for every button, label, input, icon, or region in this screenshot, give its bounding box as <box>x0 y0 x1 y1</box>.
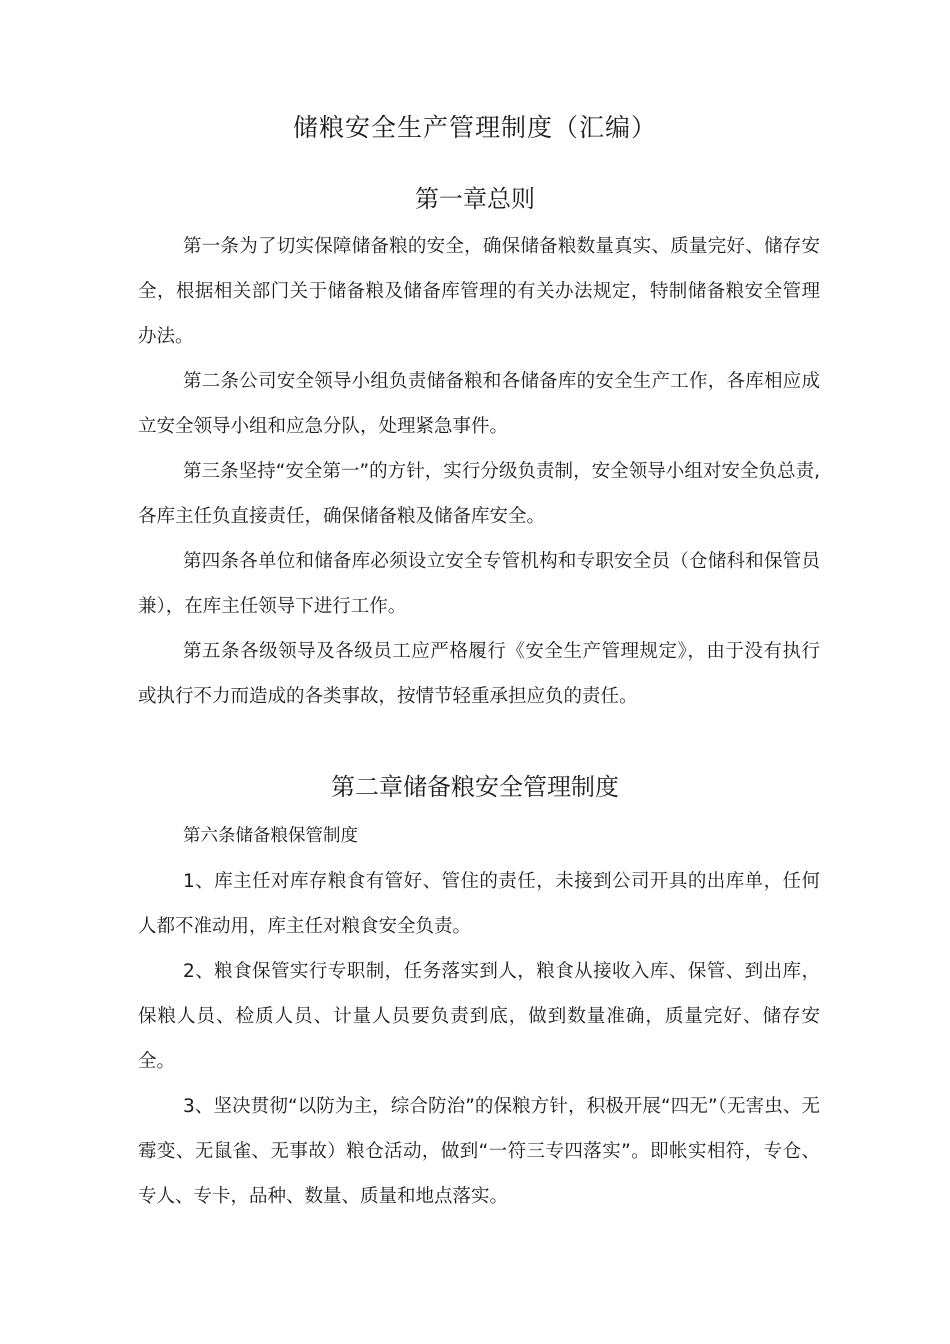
article-6-item-2: 2、粮食保管实行专职制，任务落实到人，粮食从接收入库、保管、到出库，保粮人员、检质人员、计量人员要负责到底，做到数量准确，质量完好、储存安全。 <box>138 961 820 1072</box>
article-6-item-1: 1、库主任对库存粮食有管好、管住的责任，未接到公司开具的出库单，任何人都不准动用，库主任对粮食安全负责。 <box>138 871 820 937</box>
chapter-2-heading: 第二章储备粮安全管理制度 <box>331 773 619 801</box>
article-3: 第三条坚持“安全第一”的方针，实行分级负责制，安全领导小组对安全负总责,各库主任负直接责任，确保储备粮及储备库安全。 <box>138 461 820 527</box>
article-2: 第二条公司安全领导小组负责储备粮和各储备库的安全生产工作，各库相应成立安全领导小组和应急分队，处理紧急事件。 <box>138 371 820 437</box>
chapter-1-heading: 第一章总则 <box>415 185 535 213</box>
article-5: 第五条各级领导及各级员工应严格履行《安全生产管理规定》，由于没有执行或执行不力而造成的各类事故，按情节轻重承担应负的责任。 <box>138 641 820 707</box>
article-4: 第四条各单位和储备库必须设立安全专管机构和专职安全员（仓储科和保管员兼），在库主任领导下进行工作。 <box>138 551 820 617</box>
article-1: 第一条为了切实保障储备粮的安全，确保储备粮数量真实、质量完好、储存安全，根据相关部门关于储备粮及储备库管理的有关办法规定，特制储备粮安全管理办法。 <box>138 236 820 347</box>
article-6-item-3: 3、坚决贯彻“以防为主，综合防治”的保粮方针，积极开展“四无”（无害虫、无霉变、无鼠雀、无事故）粮仓活动，做到“一符三专四落实”。即帐实相符，专仓、专人、专卡，品种、数量、质量和地点落实。 <box>138 1096 820 1207</box>
chapter-2-body <box>138 814 820 1219</box>
chapter-1-body <box>138 224 820 719</box>
article-6-heading: 第六条储备粮保管制度 <box>183 826 358 846</box>
document-title: 储粮安全生产管理制度（汇编） <box>292 113 657 142</box>
